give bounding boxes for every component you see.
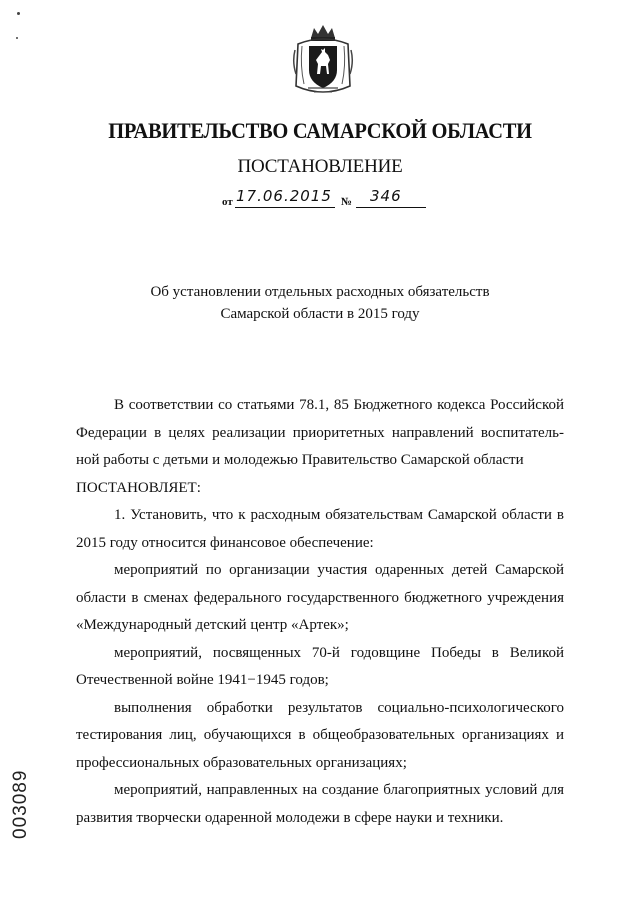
body-paragraph-preamble: В соответствии со статьями 78.1, 85 Бюджетного кодекса Российской Федерации в целях реализации приоритетных направлений воспитатель- ной работы с детьми и молодежью Правительство Самарской области [76,397,564,468]
document-body [76,392,564,832]
body-paragraph-science: мероприятий, направленных на создание благоприятных условий для развития творчески одаренной молодежи в сфере науки и техники. [76,782,564,826]
scan-speck [17,12,20,15]
body-paragraph-item-1: 1. Установить, что к расходным обязательствам Самарской области в 2015 году относится финансовое обеспечение: [76,507,564,551]
body-paragraph-testing: выполнения обработки результатов социально-психологического тестирования лиц, обучающихся в общеобразовательных организациях и профессиональных образовательных организациях; [76,699,564,771]
body-paragraph-resolves: ПОСТАНОВЛЯЕТ: [76,479,201,496]
margin-serial-number: 003089 [10,769,31,839]
subject-line-2: Самарской области в 2015 году [220,306,420,322]
number-prefix: № [341,196,353,208]
date-number-line [222,188,432,212]
body-paragraph-artek: мероприятий по организации участия одаренных детей Самарской области в сменах федерального государственного бюджетного учреждения «Международный детский центр «Артек»; [76,562,564,633]
samara-coat-of-arms-emblem [292,22,354,98]
document-subject [0,281,640,325]
handwritten-number: 346 [370,187,402,205]
scan-speck [16,37,18,39]
number-underline [356,207,426,208]
date-prefix: от [222,196,233,208]
body-paragraph-victory: мероприятий, посвященных 70-й годовщине Победы в Великой Отечественной войне 1941−1945 годов; [76,644,564,688]
subject-line-1: Об установлении отдельных расходных обязательств [150,284,490,300]
handwritten-date: 17.06.2015 [236,187,332,205]
government-title: ПРАВИТЕЛЬСТВО САМАРСКОЙ ОБЛАСТИ [108,118,532,143]
document-type: ПОСТАНОВЛЕНИЕ [237,156,403,177]
date-underline [235,207,335,208]
